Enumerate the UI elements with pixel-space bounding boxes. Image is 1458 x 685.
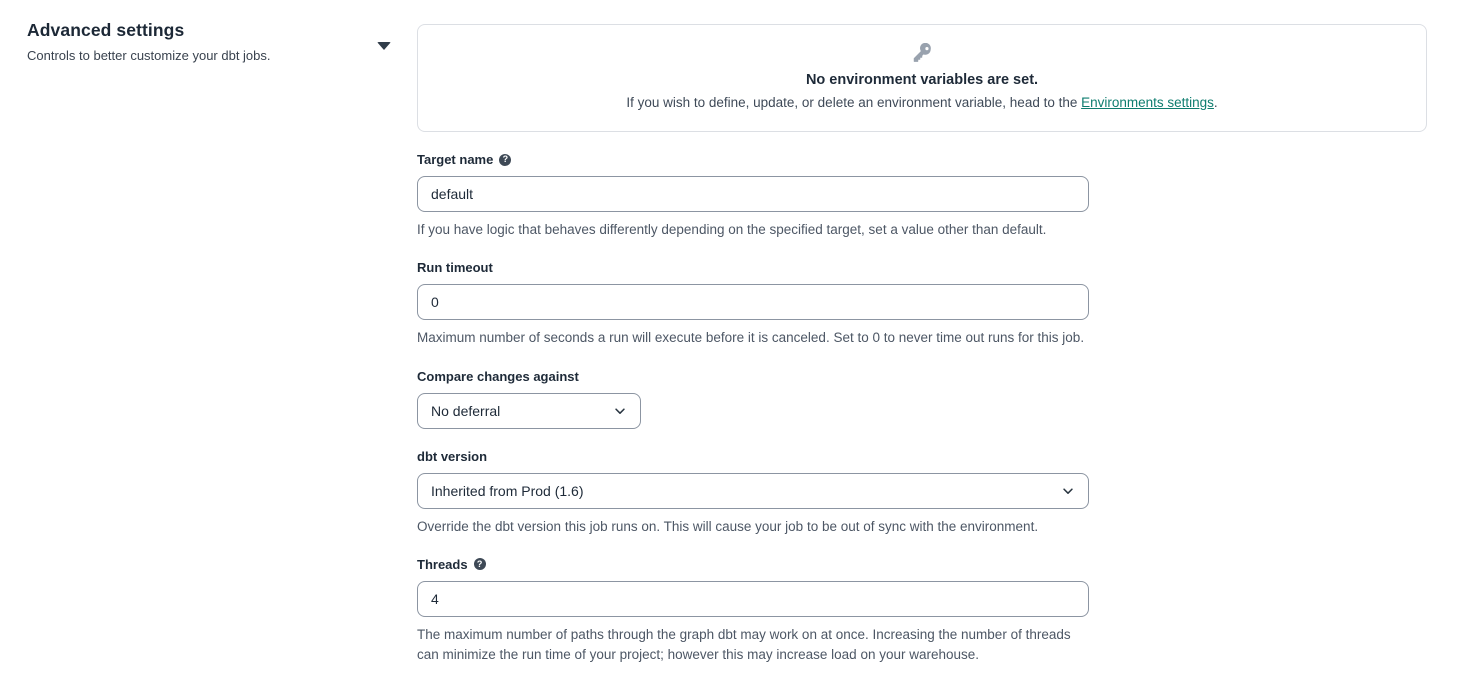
compare-changes-select[interactable] [417, 393, 641, 429]
environments-settings-link[interactable]: Environments settings [1081, 95, 1214, 110]
field-run-timeout [417, 260, 1089, 348]
collapse-section-caret-icon[interactable] [377, 41, 391, 50]
field-threads [417, 557, 1089, 666]
page-title: Advanced settings [27, 20, 185, 40]
compare-changes-label: Compare changes against [417, 368, 579, 384]
threads-helper: The maximum number of paths through the graph dbt may work on at once. Increasing the number of threads can minimize the run time of your project; however this may increase load on your warehouse. [417, 626, 1071, 662]
threads-label: Threads [417, 556, 468, 572]
target-name-input[interactable] [417, 176, 1089, 212]
run-timeout-input[interactable] [417, 284, 1089, 320]
threads-input[interactable] [417, 581, 1089, 617]
dbt-version-select[interactable] [417, 473, 1089, 509]
run-timeout-label: Run timeout [417, 260, 493, 276]
env-empty-message [438, 95, 1406, 110]
dbt-version-helper: Override the dbt version this job runs on. This will cause your job to be out of sync with the environment. [417, 518, 1039, 534]
threads-help-icon[interactable]: ? [474, 558, 486, 570]
page-subtitle: Controls to better customize your dbt jobs. [27, 48, 271, 63]
field-compare-changes [417, 369, 1089, 429]
target-name-help-icon[interactable]: ? [499, 154, 511, 166]
target-name-label: Target name [417, 152, 494, 167]
chevron-down-icon [1061, 484, 1075, 498]
target-name-helper: If you have logic that behaves differently depending on the specified target, set a value other than default. [417, 222, 1047, 237]
advanced-settings-form [417, 152, 1089, 665]
key-icon [438, 42, 1406, 66]
compare-changes-value: No deferral [431, 402, 501, 419]
env-empty-title: No environment variables are set. [805, 72, 1039, 88]
env-variables-empty-state [417, 24, 1427, 132]
env-message-prefix: If you wish to define, update, or delete an environment variable, head to the [626, 95, 1082, 110]
section-header [27, 20, 372, 63]
field-dbt-version [417, 449, 1089, 537]
run-timeout-helper: Maximum number of seconds a run will execute before it is canceled. Set to 0 to never time out runs for this job. [417, 330, 1085, 346]
dbt-version-label: dbt version [417, 448, 488, 464]
env-message-suffix: . [1213, 95, 1218, 110]
field-target-name [417, 152, 1089, 240]
settings-content [417, 24, 1427, 685]
chevron-down-icon [613, 404, 627, 418]
dbt-version-value: Inherited from Prod (1.6) [431, 482, 584, 499]
